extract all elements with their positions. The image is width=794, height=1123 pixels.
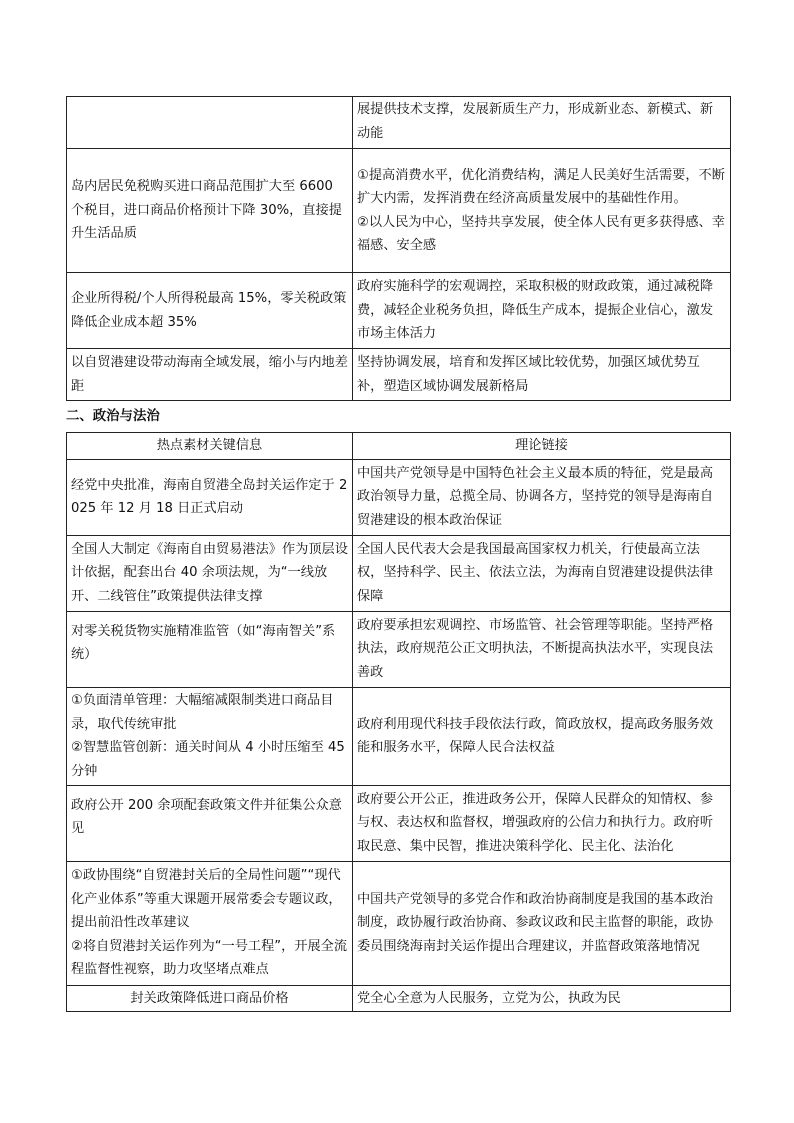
table-cell-right: 政府利用现代科技手段依法行政，简政放权，提高政务服务效能和服务水平，保障人民合法权益 bbox=[353, 687, 731, 785]
table-cell-left: ①政协围绕“自贸港封关后的全局性问题”“现代化产业体系”等重大课题开展常委会专题议政，提出前沿性改革建议 ②将自贸港封关运作列为“一号工程”，开展全流程监督性视察，助力攻坚堵点难点 bbox=[67, 861, 353, 985]
table-row bbox=[67, 985, 731, 1012]
politics-law-table bbox=[66, 432, 731, 1012]
table-header-row bbox=[67, 433, 731, 460]
document-page bbox=[66, 96, 730, 1012]
column-header-key-info: 热点素材关键信息 bbox=[67, 433, 353, 460]
table-cell-right: 政府要承担宏观调控、市场监管、社会管理等职能。坚持严格执法，政府规范公正文明执法，不断提高执法水平，实现良法善政 bbox=[353, 611, 731, 687]
table-row bbox=[67, 97, 731, 149]
table-row bbox=[67, 459, 731, 535]
table-cell-left: 政府公开 200 余项配套政策文件并征集公众意见 bbox=[67, 785, 353, 861]
table-row bbox=[67, 535, 731, 611]
table-cell-left: 以自贸港建设带动海南全域发展，缩小与内地差距 bbox=[67, 349, 353, 401]
table-row bbox=[67, 861, 731, 985]
table-cell-left: 经党中央批准，海南自贸港全岛封关运作定于 2025 年 12 月 18 日正式启动 bbox=[67, 459, 353, 535]
section-heading: 二、政治与法治 bbox=[66, 409, 160, 424]
column-header-theory-link: 理论链接 bbox=[353, 433, 731, 460]
table-cell-right: 展提供技术支撑，发展新质生产力，形成新业态、新模式、新动能 bbox=[353, 97, 731, 149]
table-cell-left: 岛内居民免税购买进口商品范围扩大至 6600 个税目，进口商品价格预计下降 30%，直接提升生活品质 bbox=[67, 149, 353, 273]
table-cell-left: 封关政策降低进口商品价格 bbox=[67, 985, 353, 1012]
table-cell-right: 坚持协调发展，培育和发挥区域比较优势，加强区域优势互补，塑造区域协调发展新格局 bbox=[353, 349, 731, 401]
table-cell-right: 中国共产党领导是中国特色社会主义最本质的特征，党是最高政治领导力量，总揽全局、协调各方，坚持党的领导是海南自贸港建设的根本政治保证 bbox=[353, 459, 731, 535]
table-cell-left: 对零关税货物实施精准监管（如“海南智关”系统） bbox=[67, 611, 353, 687]
table-cell-right: 全国人民代表大会是我国最高国家权力机关，行使最高立法权，坚持科学、民主、依法立法，为海南自贸港建设提供法律保障 bbox=[353, 535, 731, 611]
table-cell-left: 全国人大制定《海南自由贸易港法》作为顶层设计依据，配套出台 40 余项法规，为“一线放开、二线管住”政策提供法律支撑 bbox=[67, 535, 353, 611]
table-cell-right: ①提高消费水平，优化消费结构，满足人民美好生活需要，不断扩大内需，发挥消费在经济高质量发展中的基础性作用。 ②以人民为中心，坚持共享发展，使全体人民有更多获得感、幸福感、安全感 bbox=[353, 149, 731, 273]
table-cell-left: 企业所得税/个人所得税最高 15%，零关税政策降低企业成本超 35% bbox=[67, 273, 353, 349]
table-row bbox=[67, 349, 731, 401]
table-cell-right: 政府要公开公正，推进政务公开，保障人民群众的知情权、参与权、表达权和监督权，增强政府的公信力和执行力。政府听取民意、集中民智，推进决策科学化、民主化、法治化 bbox=[353, 785, 731, 861]
table-row bbox=[67, 273, 731, 349]
table-row bbox=[67, 687, 731, 785]
economy-table bbox=[66, 96, 731, 401]
table-row bbox=[67, 611, 731, 687]
table-cell-right: 政府实施科学的宏观调控，采取积极的财政政策，通过减税降费，减轻企业税务负担，降低生产成本，提振企业信心，激发市场主体活力 bbox=[353, 273, 731, 349]
table-cell-right: 党全心全意为人民服务，立党为公，执政为民 bbox=[353, 985, 731, 1012]
table-row bbox=[67, 785, 731, 861]
table-cell-right: 中国共产党领导的多党合作和政治协商制度是我国的基本政治制度，政协履行政治协商、参政议政和民主监督的职能，政协委员围绕海南封关运作提出合理建议，并监督政策落地情况 bbox=[353, 861, 731, 985]
table-row bbox=[67, 149, 731, 273]
table-cell-left: ①负面清单管理：大幅缩减限制类进口商品目录，取代传统审批 ②智慧监管创新：通关时间从 4 小时压缩至 45 分钟 bbox=[67, 687, 353, 785]
table-cell-left bbox=[67, 97, 353, 149]
